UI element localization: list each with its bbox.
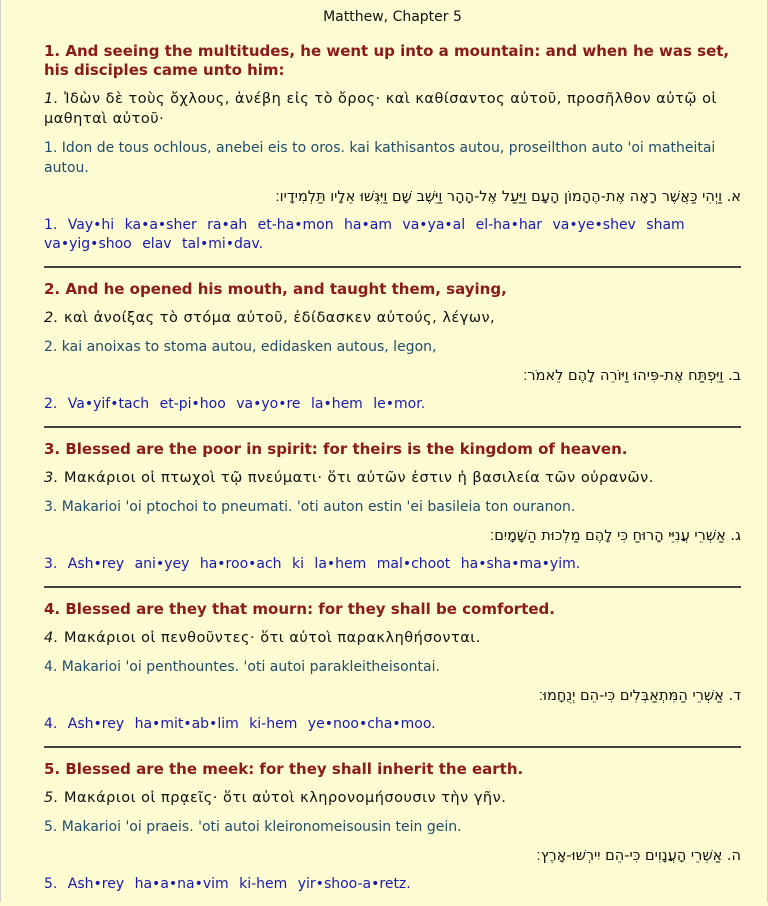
greek-verse: [44, 788, 741, 808]
english-verse: 1. And seeing the multitudes, he went up into a mountain: and when he was set, his disciples came unto him:: [44, 42, 730, 79]
greek-verse: [44, 468, 741, 488]
greek-transliteration: 2. kai anoixas to stoma autou, edidasken autous, legon,: [44, 339, 437, 355]
verse-block-3: [44, 426, 741, 586]
english-verse: 5. Blessed are the meek: for they shall inherit the earth.: [44, 760, 524, 778]
hebrew-phonetic: 2. Va•yif•tach et-pi•hoo va•yo•re la•hem le•mor.: [44, 396, 426, 412]
greek-transliteration: 4. Makarioi 'oi penthountes. 'oti autoi parakleitheisontai.: [44, 659, 440, 675]
english-verse: 2. And he opened his mouth, and taught them, saying,: [44, 280, 507, 298]
greek-verse-number: 5.: [44, 790, 59, 806]
greek-verse-number: 3.: [44, 470, 59, 486]
hebrew-verse: ג. אַשְׁרֵי עֲנִיֵּי הָרוּחַ כִּי לָהֶם מַלְכוּת הַשָּׁמָיִם׃: [489, 528, 741, 544]
verse-block-4: [44, 586, 741, 746]
hebrew-phonetic: 4. Ash•rey ha•mit•ab•lim ki-hem ye•noo•cha•moo.: [44, 716, 436, 732]
english-verse: 3. Blessed are the poor in spirit: for theirs is the kingdom of heaven.: [44, 440, 628, 458]
page: [1, 0, 767, 906]
greek-verse-text: Ἰδὼν δὲ τοὺς ὄχλους, ἀνέβη εἰς τὸ ὄρος· καὶ καθίσαντος αὐτοῦ, προσῆλθον αὐτῷ οἱ μαθηταὶ αὐτοῦ·: [44, 91, 717, 127]
verse-block-1: [44, 30, 741, 266]
hebrew-verse: ב. וַיִּפְתַּח אֶת-פִּיהוּ וַיּוֹרֵה לָהֶם לֵאמֹר׃: [523, 368, 741, 384]
greek-transliteration: 3. Makarioi 'oi ptochoi to pneumati. 'oti auton estin 'ei basileia ton ouranon.: [44, 499, 576, 515]
greek-verse-text: Μακάριοι οἱ πενθοῦντες· ὅτι αὐτοὶ παρακληθήσονται.: [63, 630, 481, 646]
greek-verse-text: Μακάριοι οἱ πτωχοὶ τῷ πνεύματι· ὅτι αὐτῶν ἐστιν ἡ βασιλεία τῶν οὐρανῶν.: [63, 470, 654, 486]
greek-transliteration: 1. Idon de tous ochlous, anebei eis to oros. kai kathisantos autou, proseilthon auto 'oi matheitai autou.: [44, 140, 716, 176]
verse-block-2: [44, 266, 741, 426]
hebrew-verse: ד. אַשְׁרֵי הַמִּתְאַבְּלִים כִּי-הֵם יְנֻחָמוּ׃: [538, 688, 741, 704]
hebrew-phonetic: 3. Ash•rey ani•yey ha•roo•ach ki la•hem mal•choot ha•sha•ma•yim.: [44, 556, 581, 572]
greek-verse: [44, 89, 741, 129]
greek-verse-text: καὶ ἀνοίξας τὸ στόμα αὐτοῦ, ἐδίδασκεν αὐτούς, λέγων,: [63, 310, 496, 326]
page-title: Matthew, Chapter 5: [323, 9, 462, 25]
hebrew-verse: ה. אַשְׁרֵי הָעֲנָוִים כִּי-הֵם יִירְשׁוּ-אָרֶץ׃: [536, 848, 741, 864]
greek-verse-number: 2.: [44, 310, 59, 326]
greek-verse-number: 4.: [44, 630, 59, 646]
greek-transliteration: 5. Makarioi 'oi praeis. 'oti autoi kleironomeisousin tein gein.: [44, 819, 462, 835]
hebrew-verse: א. וַיְהִי כַּאֲשֶׁר רָאָה אֶת-הֶהָמוֹן הָעָם וַיַּעַל אֶל-הָהָר וַיֵּשֶׁב שָׁם וַיִּגְּשׁוּ אֵלָיו תַּלְמִידָיו׃: [275, 189, 741, 205]
english-verse: 4. Blessed are they that mourn: for they shall be comforted.: [44, 600, 555, 618]
greek-verse: [44, 628, 741, 648]
hebrew-phonetic: 1. Vay•hi ka•a•sher ra•ah et-ha•mon ha•am va•ya•al el-ha•har va•ye•shev sham va•yig•shoo elav tal•mi•dav.: [44, 217, 685, 252]
greek-verse-text: Μακάριοι οἱ πρᾳεῖς· ὅτι αὐτοὶ κληρονομήσουσιν τὴν γῆν.: [63, 790, 507, 806]
verse-block-5: [44, 746, 741, 906]
greek-verse: [44, 308, 741, 328]
hebrew-phonetic: 5. Ash•rey ha•a•na•vim ki-hem yir•shoo-a•retz.: [44, 876, 411, 892]
greek-verse-number: 1.: [44, 91, 59, 107]
